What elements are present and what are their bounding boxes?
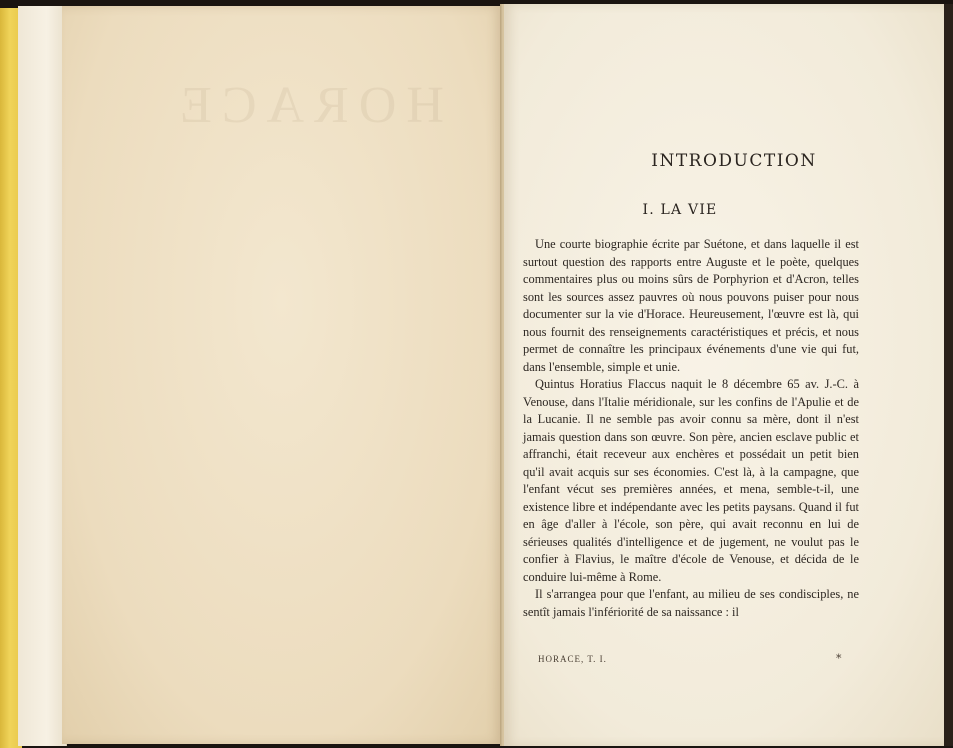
left-page — [62, 6, 502, 744]
section-heading: I. LA VIE — [642, 202, 718, 218]
bleed-through-title: HORACE — [170, 77, 444, 134]
paragraph-3: Il s'arrangea pour que l'enfant, au milieu de ses condisciples, ne sentît jamais l'infériorité de sa naissance : il — [523, 587, 859, 619]
footer-asterisk: * — [836, 652, 842, 665]
book-right-edge — [944, 4, 953, 746]
body-text — [523, 236, 859, 621]
signature-mark: HORACE, T. I. — [538, 654, 607, 664]
paragraph-2: Quintus Horatius Flaccus naquit le 8 décembre 65 av. J.-C. à Venouse, dans l'Italie méridionale, sur les confins de l'Apulie et de la Lucanie. Il ne semble pas avoir connu sa mère, dont il n'est jamais question dans son œuvre. Son père, ancien esclave public et affranchi, était receveur aux enchères et possédait un petit bien qu'il avait acquis sur ses économies. C'est là, à la campagne, que l'enfant vécut ses premières années, et mena, semble-t-il, une existence libre et indépendante avec les petits paysans. Quand il fut en âge d'aller à l'école, son père, qui avait reconnu en lui de sérieuses qualités d'intelligence et de jugement, ne voulut pas le confier à Flavius, le maître d'école de Venouse, et décida de le conduire lui-même à Rome. — [523, 377, 859, 584]
page-title: INTRODUCTION — [651, 151, 817, 171]
page-stack-edge — [18, 6, 67, 746]
paragraph-1: Une courte biographie écrite par Suétone, et dans laquelle il est surtout question des rapports entre Auguste et le poète, quelques commentaires plus ou moins sûrs de Porphyrion et d'Acron, telles sont les sources assez pauvres où nous pouvons puiser pour nous documenter sur la vie d'Horace. Heureusement, l'œuvre est là, qui nous fournit des renseignements caractéristiques et précis, et nous permet de connaître les principaux événements d'une vie qui fut, dans l'ensemble, simple et unie. — [523, 237, 859, 374]
